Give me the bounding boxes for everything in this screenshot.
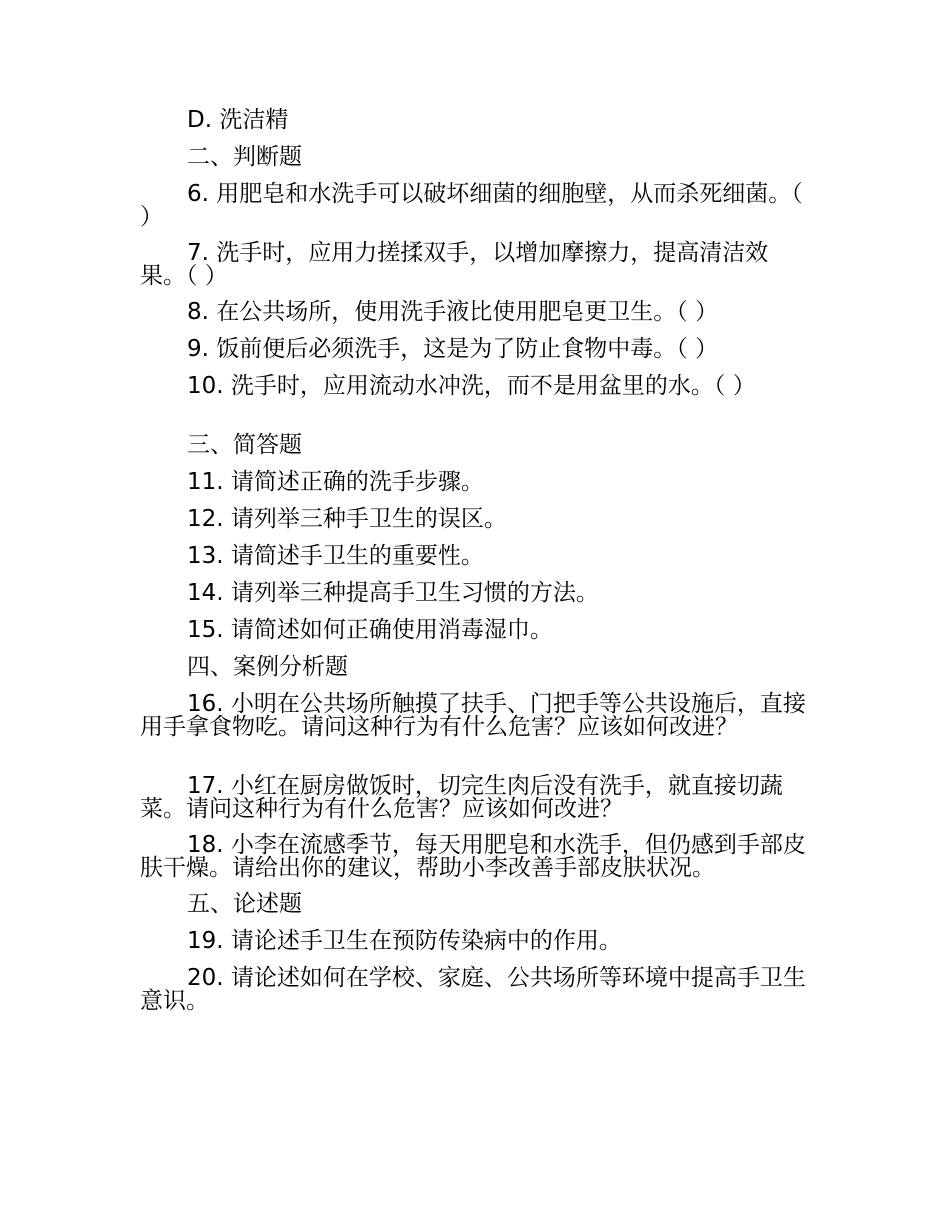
question-18: 18. 小李在流感季节，每天用肥皂和水洗手，但仍感到手部皮肤干燥。请给出你的建议，帮助小李改善手部皮肤状况。 [140,832,806,881]
question-12: 12. 请列举三种手卫生的误区。 [187,506,507,532]
section-heading-essay: 五、论述题 [187,891,302,917]
question-19: 19. 请论述手卫生在预防传染病中的作用。 [187,928,622,954]
question-20: 20. 请论述如何在学校、家庭、公共场所等环境中提高手卫生意识。 [140,965,806,1014]
question-8: 8. 在公共场所，使用洗手液比使用肥皂更卫生。（ ） [187,299,719,325]
question-11: 11. 请简述正确的洗手步骤。 [187,469,484,495]
question-15: 15. 请简述如何正确使用消毒湿巾。 [187,617,553,643]
section-heading-judgement: 二、判断题 [187,144,302,170]
question-13: 13. 请简述手卫生的重要性。 [187,543,484,569]
question-16: 16. 小明在公共场所触摸了扶手、门把手等公共设施后，直接用手拿食物吃。请问这种行为有什么危害？应该如何改进？ [140,691,806,740]
section-heading-case-analysis: 四、案例分析题 [187,654,348,680]
question-14: 14. 请列举三种提高手卫生习惯的方法。 [187,580,599,606]
question-9: 9. 饭前便后必须洗手，这是为了防止食物中毒。（ ） [187,336,719,362]
question-6: 6. 用肥皂和水洗手可以破坏细菌的细胞壁，从而杀死细菌。（ ） [140,181,803,230]
section-heading-short-answer: 三、简答题 [187,432,302,458]
question-10: 10. 洗手时，应用流动水冲洗，而不是用盆里的水。（ ） [187,373,756,399]
question-17: 17. 小红在厨房做饭时，切完生肉后没有洗手，就直接切蔬菜。请问这种行为有什么危害？应该如何改进？ [140,773,783,822]
option-d: D. 洗洁精 [187,107,289,133]
question-7: 7. 洗手时，应用力搓揉双手，以增加摩擦力，提高清洁效果。（ ） [140,240,769,289]
